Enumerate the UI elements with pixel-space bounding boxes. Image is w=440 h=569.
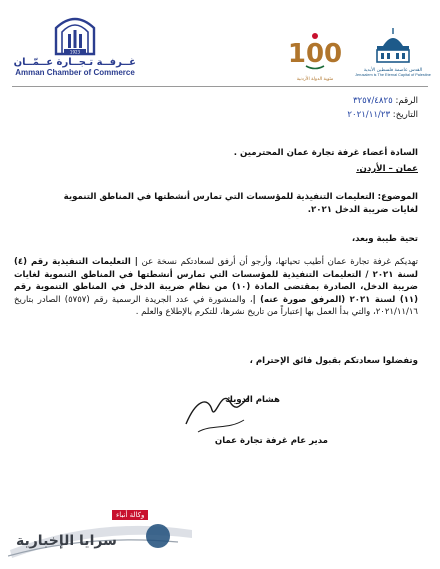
- jerusalem-caption-english: Jerusalem is The Eternal Capital of Palestine: [355, 73, 431, 77]
- watermark-name: سرايا الإخبارية: [16, 533, 117, 549]
- chamber-founded-year: 1923: [69, 49, 81, 55]
- greeting: تحية طيبة وبعد،: [351, 234, 418, 244]
- chamber-emblem-icon: [52, 12, 98, 56]
- header-divider: [12, 86, 428, 87]
- reference-date: [347, 110, 418, 121]
- chamber-logo: [14, 12, 136, 82]
- jerusalem-logo: [354, 28, 432, 82]
- centennial-emblem-icon: [289, 30, 341, 72]
- recipient-line: السادة أعضاء غرفة تجارة عمان المحترمين .: [233, 148, 418, 158]
- handwritten-signature-icon: [178, 380, 258, 440]
- body-instruction-title: | التعليمات التنفيذية رقم (٤) لسنة ٢٠٢١ / التعليمات التنفيذية للمؤسسات التي تمارس أنشطتها في المناطق التنموية لغايات ضريبة الدخل، الصادرة بمقتضى المادة (١٠) من نظام ضريبة الدخل في المناطق التنموية رقم (١١) لسنة ٢٠٢١ (المرفق صورة عنه) |: [14, 257, 418, 305]
- dome-of-the-rock-icon: [369, 28, 417, 64]
- news-watermark: [8, 510, 194, 562]
- centennial-logo: [285, 30, 345, 82]
- closing-line: وتفضلوا سعادتكم بقبول فائق الإحترام ،: [249, 356, 418, 366]
- body-intro: تهديكم غرفة تجارة عمان أطيب تحياتها، وأرجو أن أرفق لسعادتكم نسخة عن: [137, 257, 418, 267]
- body-paragraph: [14, 256, 418, 319]
- recipient-location: عمان – الأردن.: [356, 164, 418, 174]
- reference-number-value: ٣٢٥٧/٤٨٢٥: [352, 96, 393, 106]
- signer-title: مدير عام غرفة تجارة عمان: [214, 436, 328, 446]
- reference-date-value: ٢٠٢١/١١/٢٣: [347, 110, 391, 120]
- body-publication-details: ، والمنشورة في عدد الجريدة الرسمية رقم (٥٧٥٧) الصادر بتاريخ ٢٠٢١/١١/١٦، والتي بدأ العمل بها إعتباراً من تاريخ نشرها، للتكرم بالإطلاع والعلم .: [14, 294, 418, 318]
- centennial-caption: مئوية الدولة الأردنية: [296, 77, 334, 82]
- reference-number: [353, 96, 418, 107]
- chamber-name-english: Amman Chamber of Commerce: [15, 68, 135, 77]
- signer-name: هشام الدويك: [225, 395, 280, 405]
- reference-number-label: الرقم:: [395, 96, 418, 106]
- jerusalem-caption-arabic: القدس عاصمة فلسطين الأبدية: [363, 68, 423, 73]
- reference-date-label: التاريخ:: [392, 110, 418, 120]
- centennial-number: 100: [289, 39, 341, 69]
- watermark-brand: وكالة أنباء: [112, 510, 148, 520]
- subject-line-continuation: لغايات ضريبة الدخل ٢٠٢١.: [307, 205, 418, 215]
- chamber-name-arabic: غــرفــة تـجــارة عــمّــان: [13, 57, 136, 68]
- subject-line: الموضوع: التعليمات التنفيذية للمؤسسات التي تمارس أنشطتها في المناطق التنموية: [63, 192, 418, 202]
